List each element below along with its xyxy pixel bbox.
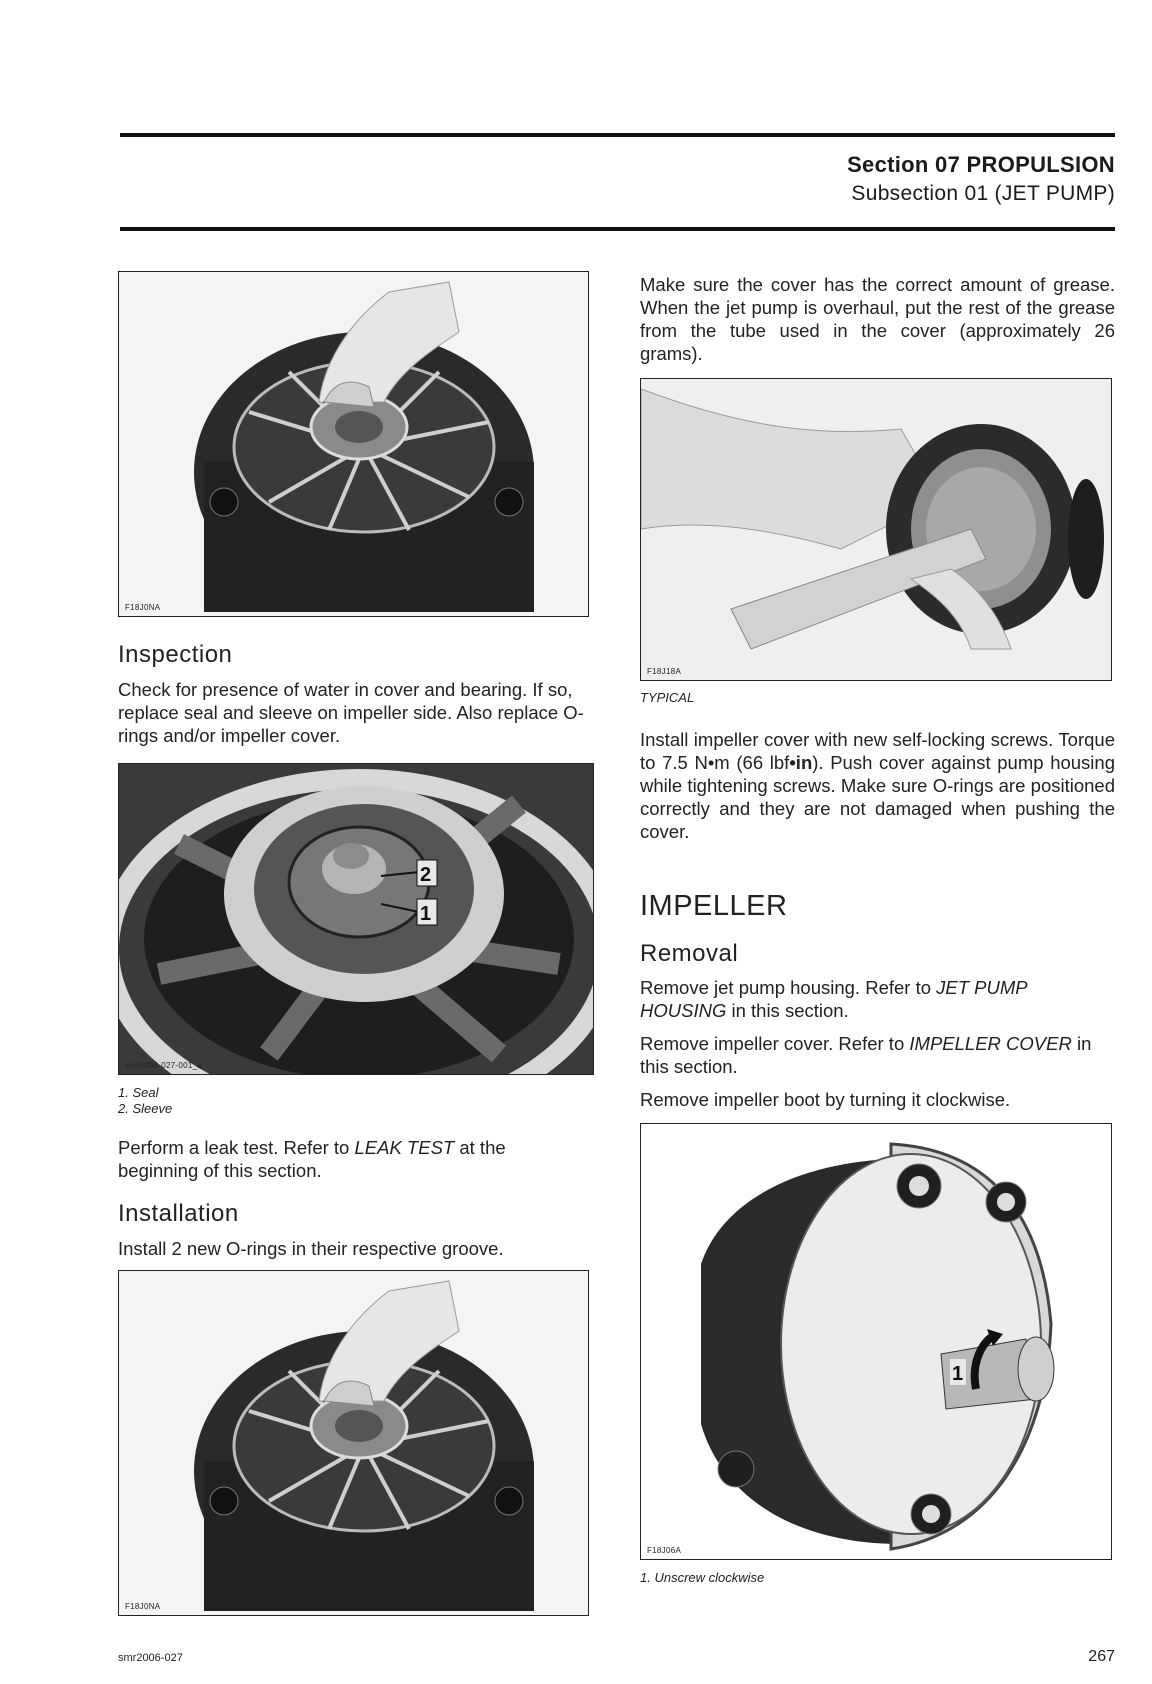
impeller-cover-ref: IMPELLER COVER [909,1033,1072,1054]
section-title: Section 07 PROPULSION [847,152,1115,177]
figure-impeller-cover-install [118,1270,589,1616]
figure-caption: TYPICAL [640,690,695,705]
callout-1: 1 [952,1363,964,1385]
install-cover-text: Install impeller cover with new self-locking screws. Torque to 7.5 N•m (66 lbf•in). Push cover against pump housing while tightening screws. Make sure O-rings are positioned correctly and they are not damaged when pushing the cover. [640,729,1115,842]
removal-step-2: Remove impeller cover. Refer to IMPELLER COVER in this section. [640,1033,1092,1077]
removal-step-3: Remove impeller boot by turning it clockwise. [640,1089,1011,1110]
figure-grease-cover [640,378,1112,681]
leak-test-ref: LEAK TEST [354,1137,455,1158]
removal-step-1: Remove jet pump housing. Refer to JET PUMP HOUSING in this section. [640,977,1027,1021]
impeller-heading: IMPELLER [640,890,788,922]
jet-pump-housing-ref: JET PUMP HOUSING [640,977,1027,1021]
header-bottom-rule [120,227,1115,231]
figure-impeller-cover-top [118,271,589,617]
installation-text: Install 2 new O-rings in their respective groove. [118,1238,504,1259]
impeller-boot-photo [641,1124,1112,1560]
inspection-heading: Inspection [118,641,233,668]
page-number: 267 [1088,1648,1115,1665]
callout-1: 1 [420,903,432,925]
figure-code: smr2006-027-001_a [125,1061,203,1070]
impeller-cover-photo [119,272,589,617]
impeller-cover-install-photo [119,1271,589,1616]
grease-text: Make sure the cover has the correct amount of grease. When the jet pump is overhaul, put the rest of the grease from the tube used in the cover (approximately 26 grams). [640,274,1115,364]
figure-legend: 1. Unscrew clockwise [640,1570,765,1585]
inspection-text: Check for presence of water in cover and bearing. If so, replace seal and sleeve on impeller side. Also replace O-rings and/or impeller cover. [118,679,584,746]
grease-cover-photo [641,379,1112,681]
figure-seal-sleeve [118,763,594,1075]
section-header [847,152,1115,206]
figure-code: F18J18A [647,667,682,676]
figure-impeller-boot [640,1123,1112,1560]
figure-code: F18J06A [647,1546,682,1555]
document-code: smr2006-027 [118,1652,183,1664]
callout-2: 2 [420,864,432,886]
figure-code: F18J0NA [125,1602,161,1611]
unit-bold: •in [789,752,813,773]
subsection-title: Subsection 01 (JET PUMP) [851,182,1115,205]
installation-heading: Installation [118,1200,239,1227]
figure-legend [118,1085,172,1117]
leak-test-text: Perform a leak test. Refer to LEAK TEST at the beginning of this section. [118,1137,506,1181]
figure-code: F18J0NA [125,603,161,612]
removal-heading: Removal [640,940,739,967]
legend-item: 1. Seal [118,1085,159,1100]
header-top-rule [120,133,1115,137]
seal-sleeve-photo [119,764,594,1075]
legend-item: 2. Sleeve [118,1101,173,1116]
